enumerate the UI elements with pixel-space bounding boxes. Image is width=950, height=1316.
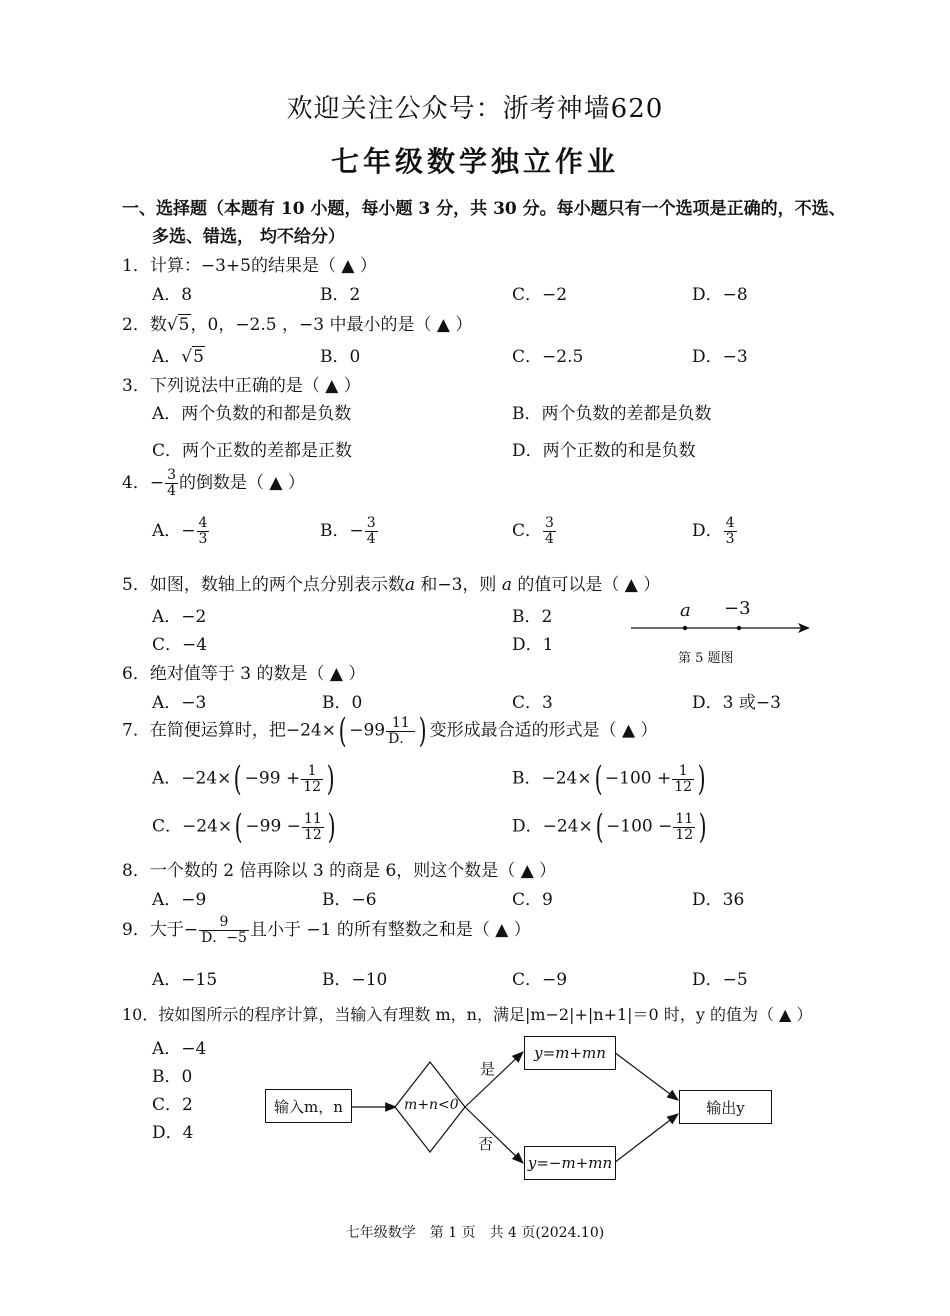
flow-condition: m+n<0 (404, 1097, 459, 1113)
q10-option-c: C．2 (152, 1095, 193, 1115)
q1-option-b: B．2 (320, 285, 361, 305)
q2-option-b: B．0 (320, 347, 361, 367)
q7-option-a: A．−24×( −99 + $\frac{1}{12}$ ) (152, 759, 335, 799)
q8-option-a: A．−9 (152, 890, 207, 910)
q5-option-b: B．2 (512, 607, 553, 627)
q2-option-a: A．√5 (152, 347, 204, 367)
q9-option-a: A．−15 (152, 970, 218, 990)
q10-option-d: D．4 (152, 1123, 194, 1143)
q7-option-d: D．−24×( −100 − $\frac{11}{12}$ ) (512, 807, 707, 847)
q5-option-c: C．−4 (152, 635, 208, 655)
question-3: 3．下列说法中正确的是（ ▲ ） (122, 376, 361, 396)
q1-option-d: D．−8 (692, 285, 748, 305)
q3-option-a: A．两个负数的和都是负数 (152, 404, 352, 424)
number-line-label-a: a (680, 600, 691, 621)
q7-option-b: B．−24×( −100 + $\frac{1}{12}$ ) (512, 759, 706, 799)
q4-option-b: B．− $\frac{3}{4}$ (320, 515, 376, 547)
q10-option-b: B．0 (152, 1067, 193, 1087)
q2-option-c: C．−2.5 (512, 347, 584, 367)
q1-option-c: C．−2 (512, 285, 568, 305)
q6-option-d: D．3 或−3 (692, 693, 781, 713)
page-header: 欢迎关注公众号：浙考神墙620 (286, 94, 664, 124)
number-line-label-neg3: −3 (724, 598, 751, 619)
question-2: 2．数√5，0，−2.5 ，−3 中最小的是（ ▲ ） (122, 315, 473, 335)
figure-caption: 第 5 题图 (678, 651, 734, 666)
q7-option-c: C．−24×( −99 − $\frac{11}{12}$ ) (152, 807, 336, 847)
q6-option-a: A．−3 (152, 693, 207, 713)
q9-option-c: C．−9 (512, 970, 568, 990)
q9-option-b: B．−10 (322, 970, 388, 990)
q3-option-d: D．两个正数的和是负数 (512, 441, 696, 461)
q6-option-c: C．3 (512, 693, 553, 713)
question-8: 8．一个数的 2 倍再除以 3 的商是 6，则这个数是（ ▲ ） (122, 861, 557, 881)
q5-option-d: D．1 (512, 635, 554, 655)
q9-option-d: D．−5 (692, 970, 748, 990)
number-line (628, 618, 813, 638)
section-heading-cont: 多选、错选， 均不给分） (152, 227, 345, 247)
q4-option-d: D． $\frac{4}{3}$ (692, 515, 735, 547)
q2-option-d: D．−3 (692, 347, 748, 367)
question-10: 10．按如图所示的程序计算，当输入有理数 m，n，满足|m−2|+|n+1|＝0 时，y 的值为（ ▲ ） (122, 1005, 813, 1024)
flow-yes-label: 是 (480, 1060, 496, 1078)
flow-formula-no: y=−m+mn (524, 1146, 616, 1180)
q10-option-a: A．−4 (152, 1039, 207, 1059)
section-heading: 一、选择题（本题有 10 小题，每小题 3 分，共 30 分。每小题只有一个选项是正确的，不选、 (122, 199, 846, 219)
flow-input-box: 输入m，n (265, 1089, 352, 1123)
question-6: 6．绝对值等于 3 的数是（ ▲ ） (122, 664, 366, 684)
flow-no-label: 否 (478, 1135, 494, 1153)
q5-option-a: A．−2 (152, 607, 207, 627)
q4-option-a: A．− $\frac{4}{3}$ (152, 515, 208, 547)
q6-option-b: B．0 (322, 693, 363, 713)
page-title: 七年级数学独立作业 (330, 145, 619, 178)
q8-option-d: D．36 (692, 890, 745, 910)
question-9: 9．大于− $\frac{9}{D.-5}$ 且小于 −1 的所有整数之和是（ ▲ ） (122, 914, 531, 946)
question-1: 1．计算：−3+5的结果是（ ▲ ） (122, 256, 377, 276)
q3-option-b: B．两个负数的差都是负数 (512, 404, 712, 424)
q1-option-a: A．8 (152, 285, 193, 305)
question-4: 4．− $\frac{3}{4}$ 的倒数是（ ▲ ） (122, 467, 305, 499)
question-7: 7．在简便运算时，把−24×( −99 $\frac{11}{D.}$ ) 变形成最合适的形式是（ ▲ ） (122, 711, 658, 751)
flow-formula-yes: y=m+mn (524, 1036, 616, 1070)
q3-option-c: C．两个正数的差都是正数 (152, 441, 353, 461)
q8-option-c: C．9 (512, 890, 553, 910)
page-footer: 七年级数学 第 1 页 共 4 页(2024.10) (345, 1225, 605, 1241)
q4-option-c: C． $\frac{3}{4}$ (512, 515, 554, 547)
question-5: 5．如图，数轴上的两个点分别表示数a 和−3，则 a 的值可以是（ ▲ ） (122, 575, 661, 595)
flow-output-box: 输出y (679, 1090, 772, 1124)
q8-option-b: B．−6 (322, 890, 377, 910)
